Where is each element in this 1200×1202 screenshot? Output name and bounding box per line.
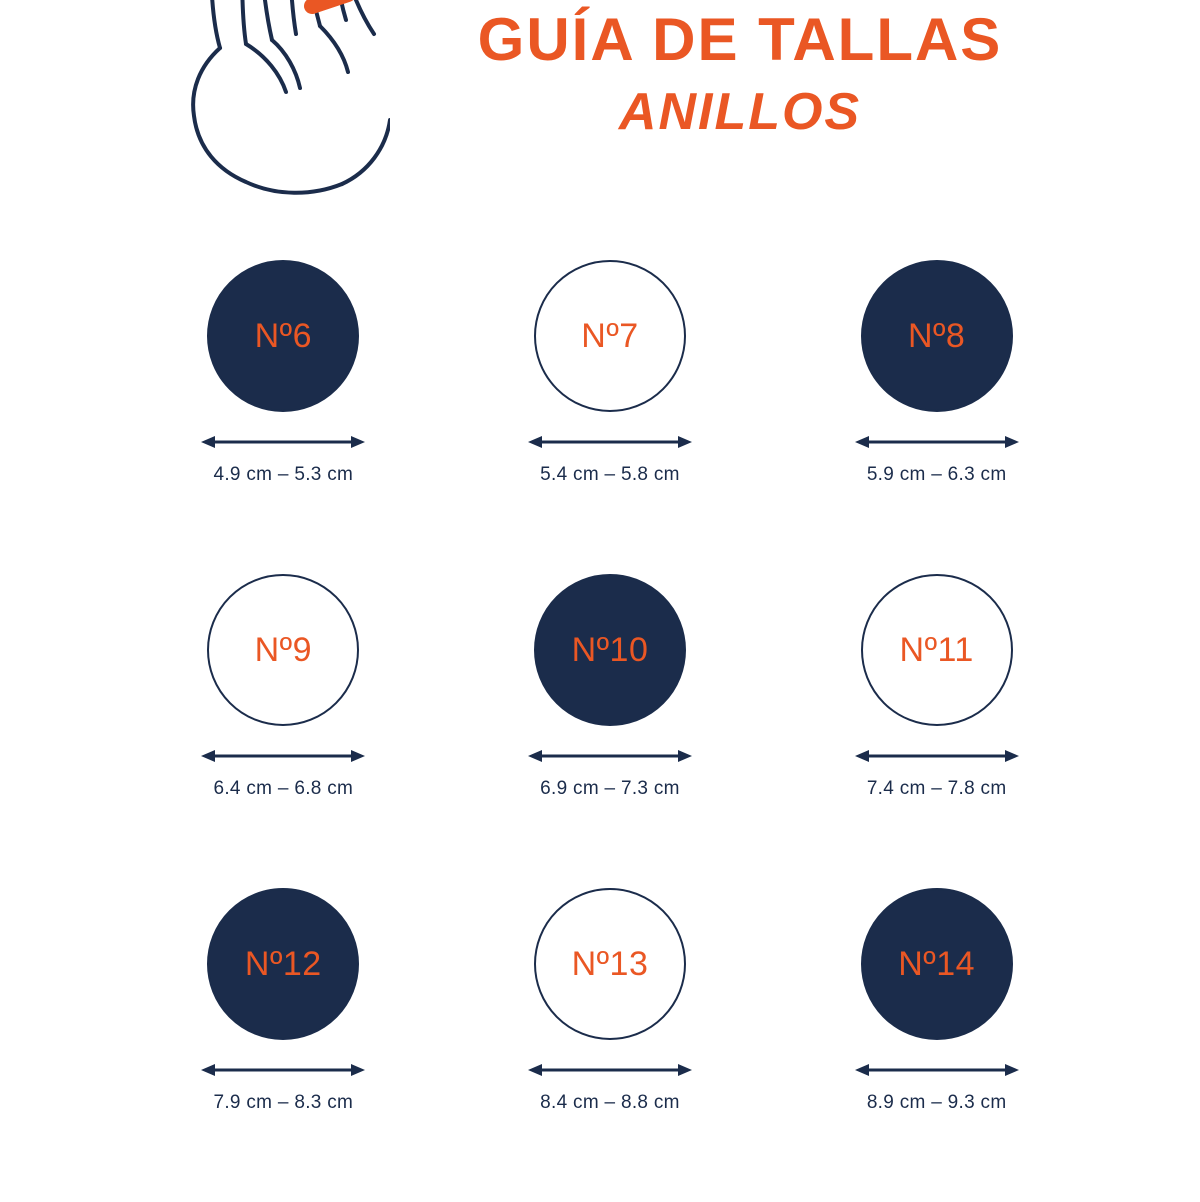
page-title: GUÍA DE TALLAS bbox=[477, 6, 1003, 73]
size-circle bbox=[534, 888, 686, 1040]
size-label: Nº14 bbox=[898, 944, 976, 983]
size-item bbox=[777, 574, 1097, 888]
size-label: Nº12 bbox=[244, 944, 322, 983]
size-circle bbox=[207, 888, 359, 1040]
size-item bbox=[777, 260, 1097, 574]
measure-arrow-icon bbox=[855, 1062, 1019, 1078]
size-measure: 6.9 cm – 7.3 cm bbox=[540, 778, 680, 799]
measure-arrow-icon bbox=[855, 434, 1019, 450]
measure-arrow-icon bbox=[528, 434, 692, 450]
size-item bbox=[123, 574, 443, 888]
page-subtitle: ANILLOS bbox=[618, 83, 862, 141]
measure-arrow-icon bbox=[528, 1062, 692, 1078]
size-label: Nº9 bbox=[254, 630, 313, 669]
size-measure: 8.4 cm – 8.8 cm bbox=[540, 1092, 680, 1113]
measure-arrow-icon bbox=[201, 434, 365, 450]
size-measure: 7.4 cm – 7.8 cm bbox=[866, 778, 1007, 799]
hand-with-ring-illustration bbox=[90, 0, 390, 230]
size-grid bbox=[120, 260, 1100, 1202]
size-circle bbox=[861, 260, 1013, 412]
size-measure: 5.9 cm – 6.3 cm bbox=[866, 464, 1007, 485]
size-label: Nº11 bbox=[899, 630, 974, 669]
size-item bbox=[450, 888, 770, 1202]
size-item bbox=[123, 888, 443, 1202]
size-label: Nº13 bbox=[571, 944, 649, 983]
measure-arrow-icon bbox=[201, 748, 365, 764]
size-circle bbox=[861, 888, 1013, 1040]
size-circle bbox=[207, 260, 359, 412]
size-circle bbox=[861, 574, 1013, 726]
size-measure: 7.9 cm – 8.3 cm bbox=[213, 1092, 354, 1113]
size-label: Nº7 bbox=[581, 316, 639, 355]
measure-arrow-icon bbox=[528, 748, 692, 764]
size-item bbox=[450, 260, 770, 574]
title-block bbox=[390, 8, 1090, 140]
measure-arrow-icon bbox=[201, 1062, 365, 1078]
size-item bbox=[123, 260, 443, 574]
size-label: Nº10 bbox=[571, 630, 649, 669]
size-measure: 8.9 cm – 9.3 cm bbox=[866, 1092, 1007, 1113]
size-measure: 6.4 cm – 6.8 cm bbox=[213, 778, 354, 799]
size-label: Nº8 bbox=[907, 316, 966, 355]
size-circle bbox=[207, 574, 359, 726]
size-measure: 4.9 cm – 5.3 cm bbox=[213, 464, 354, 485]
size-item bbox=[450, 574, 770, 888]
size-item bbox=[777, 888, 1097, 1202]
size-label: Nº6 bbox=[254, 316, 313, 355]
measure-arrow-icon bbox=[855, 748, 1019, 764]
size-circle bbox=[534, 260, 686, 412]
size-circle bbox=[534, 574, 686, 726]
size-measure: 5.4 cm – 5.8 cm bbox=[540, 464, 680, 485]
header bbox=[0, 0, 1200, 230]
